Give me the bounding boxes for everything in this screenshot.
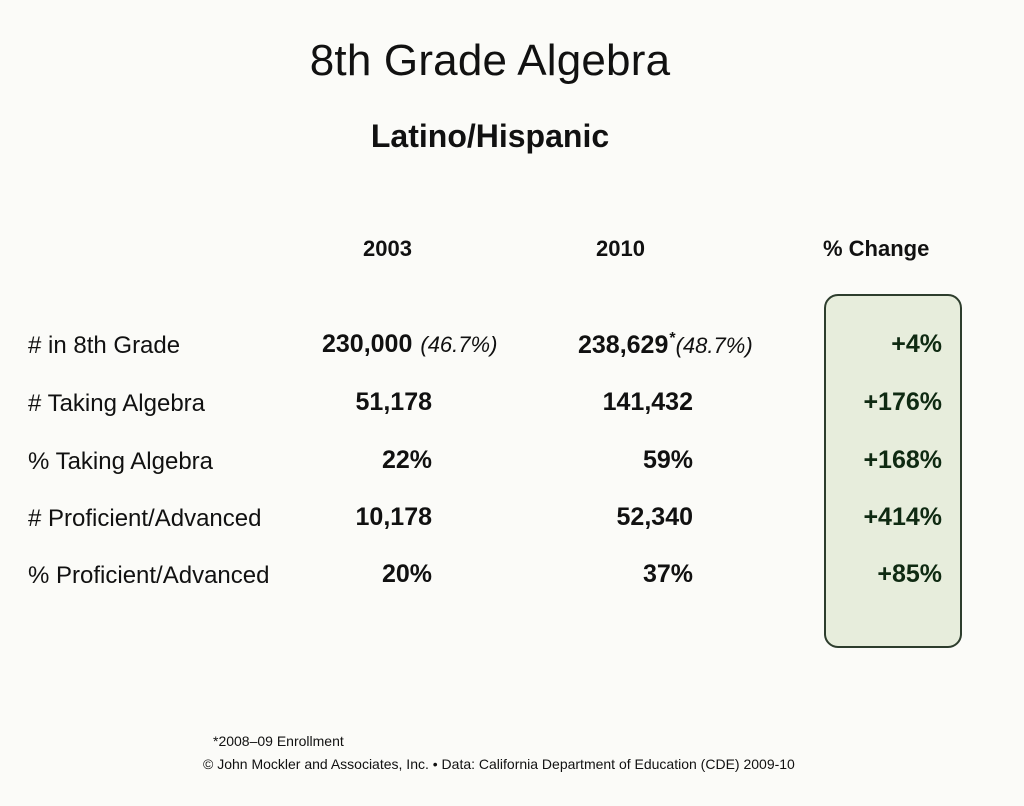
table-row bbox=[0, 448, 1024, 488]
value-2010-percent: (48.7%) bbox=[675, 333, 753, 358]
column-header-change: % Change bbox=[823, 236, 930, 261]
table-row bbox=[0, 562, 1024, 602]
value-2003-number: 230,000 bbox=[322, 330, 413, 358]
footnote-marker: * bbox=[669, 330, 676, 347]
value-change: +168% bbox=[863, 446, 942, 474]
value-2010: 52,340 bbox=[616, 503, 693, 531]
value-2003-percent: (46.7%) bbox=[420, 332, 498, 357]
table-row bbox=[0, 505, 1024, 545]
value-2010: 141,432 bbox=[602, 388, 693, 416]
value-2010 bbox=[578, 330, 753, 360]
value-2003: 51,178 bbox=[355, 388, 432, 416]
page-title: 8th Grade Algebra bbox=[309, 36, 671, 85]
value-change: +414% bbox=[863, 503, 942, 531]
footnote: *2008–09 Enrollment bbox=[213, 733, 344, 749]
value-2010-number: 238,629 bbox=[578, 331, 669, 359]
row-label: # Taking Algebra bbox=[28, 390, 206, 417]
value-2003 bbox=[322, 330, 497, 359]
row-label: % Proficient/Advanced bbox=[28, 562, 270, 589]
row-label: % Taking Algebra bbox=[28, 448, 214, 475]
page-subtitle: Latino/Hispanic bbox=[370, 118, 610, 154]
value-2003: 22% bbox=[381, 446, 432, 474]
column-header-2010: 2010 bbox=[596, 236, 645, 261]
row-label: # in 8th Grade bbox=[28, 332, 181, 359]
value-change: +4% bbox=[891, 330, 942, 358]
table-row bbox=[0, 332, 1024, 372]
source-credit: © John Mockler and Associates, Inc. • Data: California Department of Education (CDE) 2009-10 bbox=[203, 756, 795, 772]
value-2003: 20% bbox=[381, 560, 432, 588]
row-label: # Proficient/Advanced bbox=[28, 505, 262, 532]
column-header-2003: 2003 bbox=[363, 236, 412, 261]
value-change: +176% bbox=[863, 388, 942, 416]
value-2010: 37% bbox=[642, 560, 693, 588]
value-change: +85% bbox=[877, 560, 942, 588]
value-2003: 10,178 bbox=[355, 503, 432, 531]
value-2010: 59% bbox=[642, 446, 693, 474]
table-row bbox=[0, 390, 1024, 430]
